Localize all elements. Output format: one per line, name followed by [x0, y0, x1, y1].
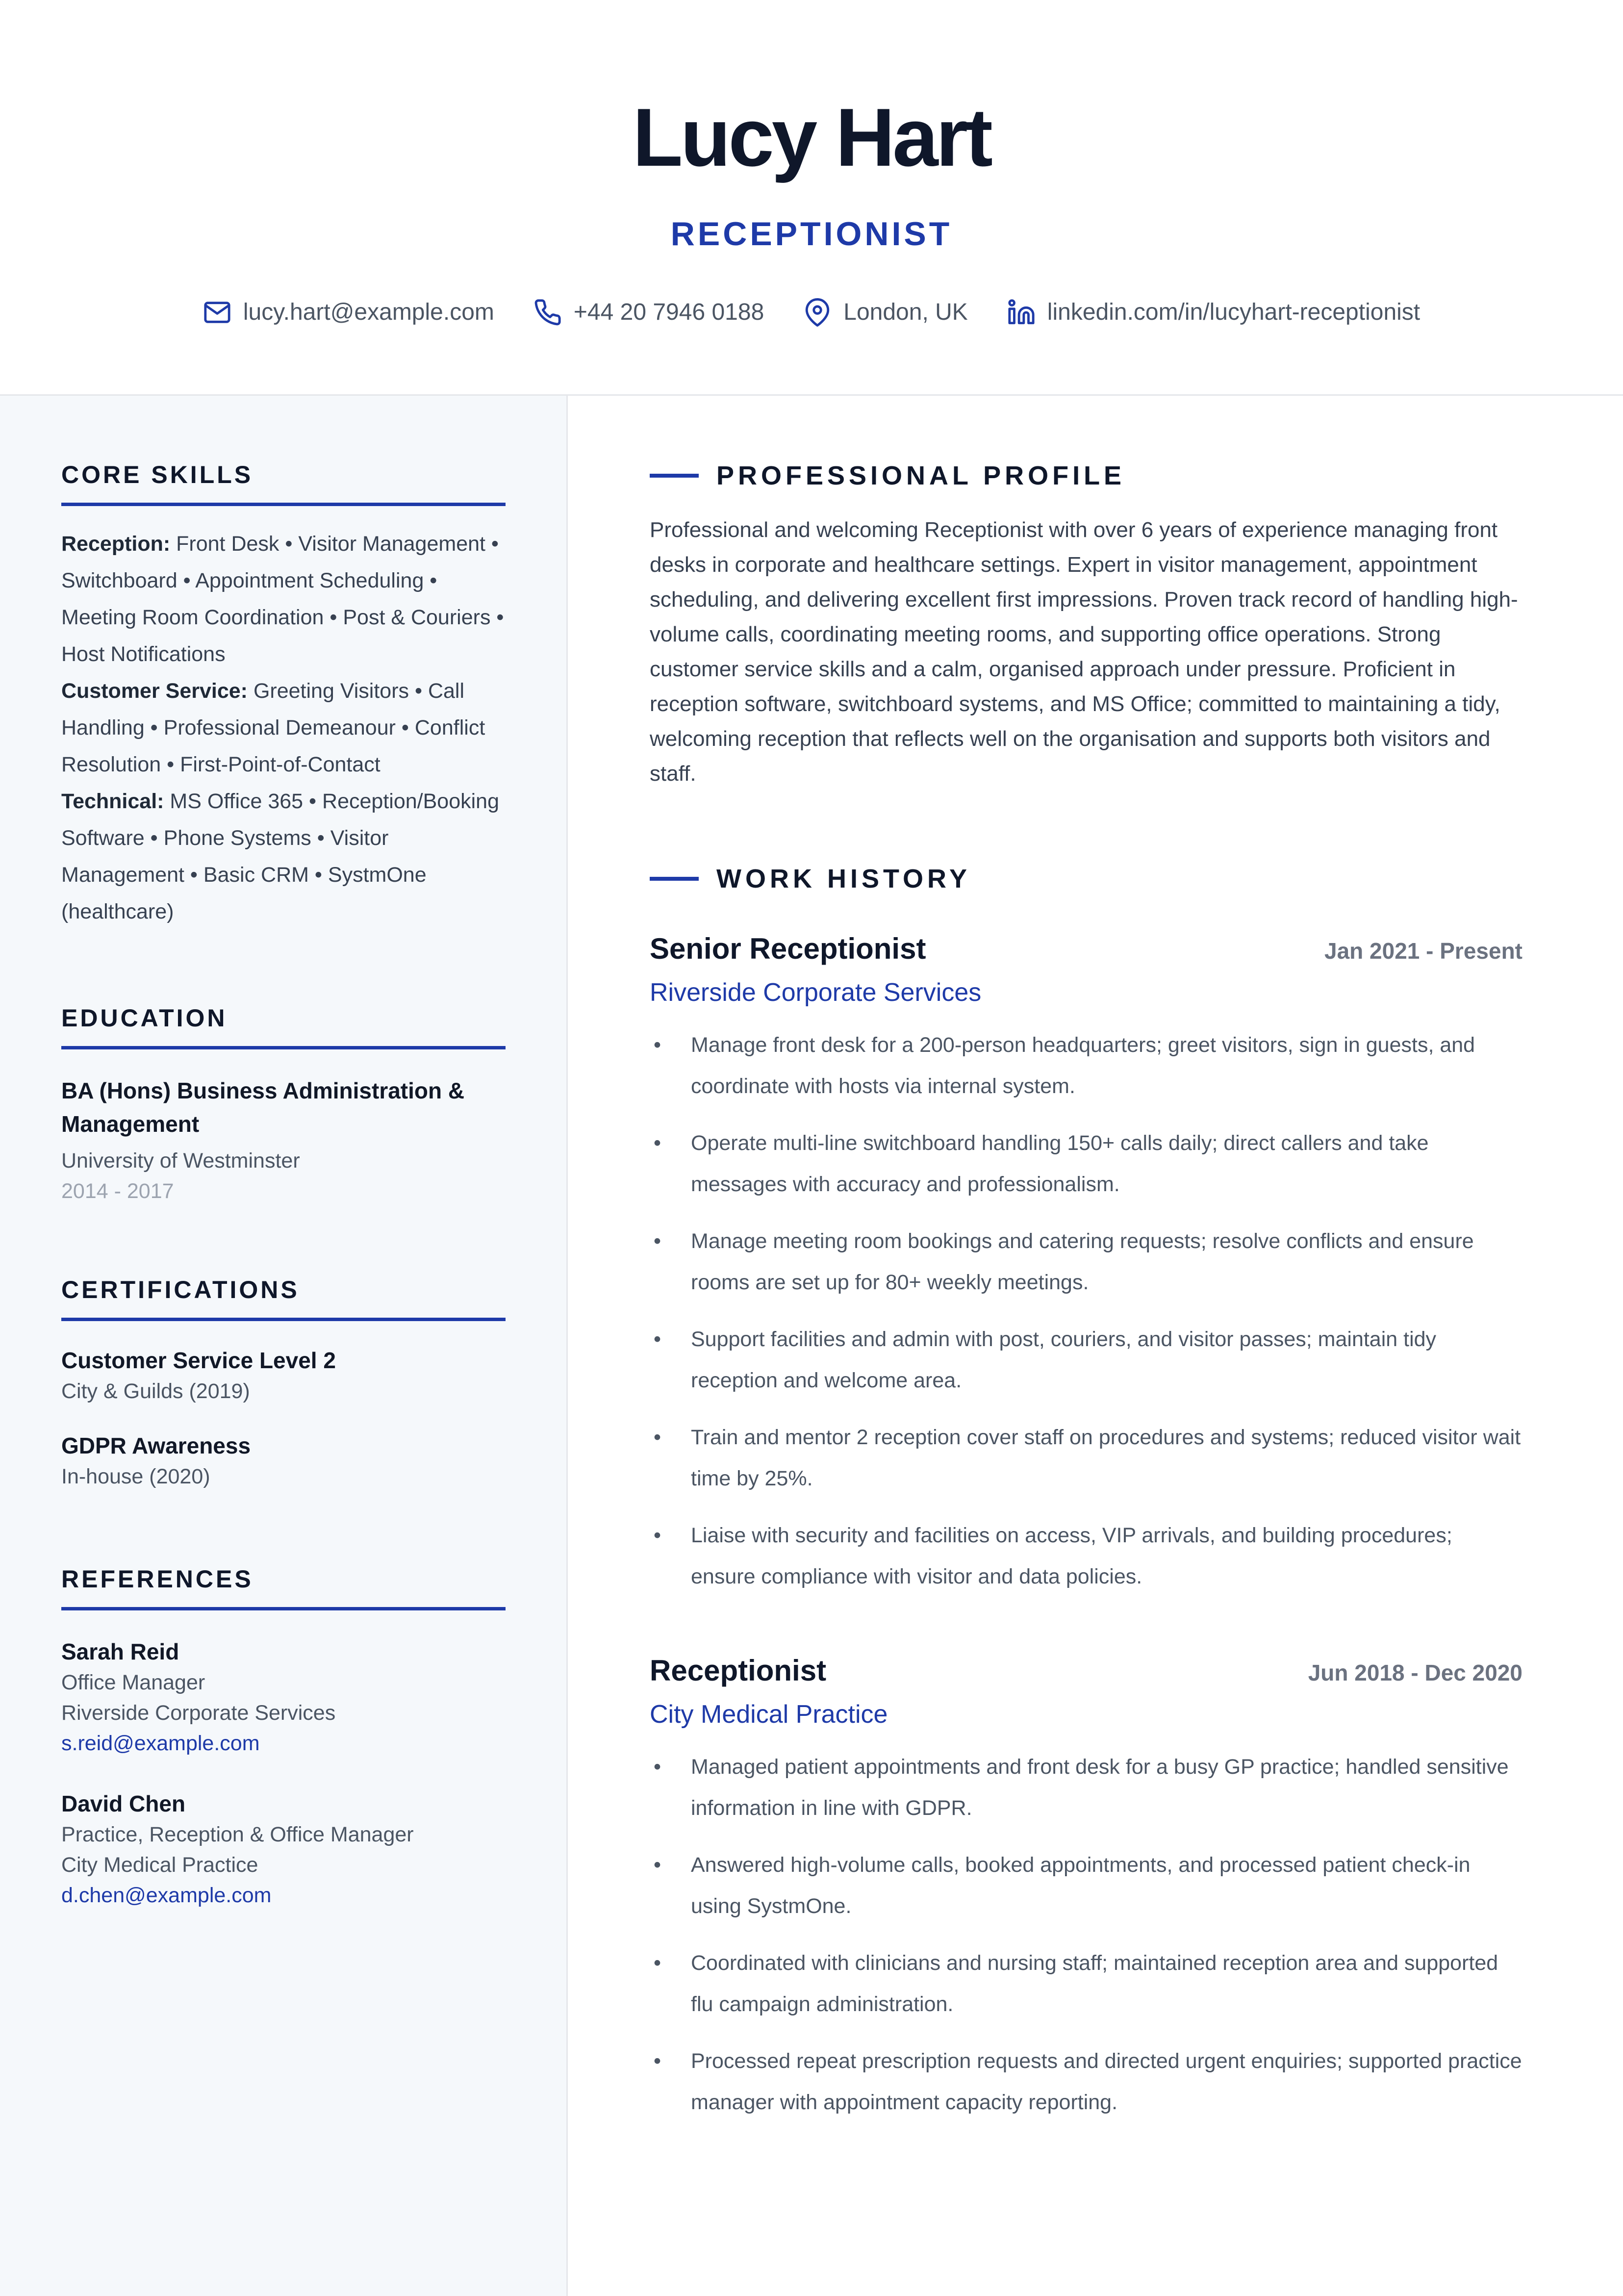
skill-group-text: MS Office 365 • Reception/Booking Software • Phone Systems • Visitor Management • Basic CRM • SystmOne (healthcare) — [61, 790, 500, 923]
list-item: • Coordinated with clinicians and nursing staff; maintained reception area and supported flu campaign administration. — [650, 1942, 1522, 2025]
contact-phone[interactable] — [533, 295, 764, 330]
job-entry — [650, 932, 1522, 1613]
certification-issuer: In-house (2020) — [61, 1465, 210, 1488]
list-item: • Manage front desk for a 200-person headquarters; greet visitors, sign in guests, and coordinate with hosts via internal system. — [650, 1024, 1522, 1107]
job-company: City Medical Practice — [650, 1700, 888, 1729]
contact-email[interactable] — [203, 295, 494, 330]
list-item: • Answered high-volume calls, booked appointments, and processed patient check-in using SystmOne. — [650, 1844, 1522, 1927]
contact-location — [803, 295, 968, 330]
list-item: • Processed repeat prescription requests and directed urgent enquiries; supported practice manager with appointment capacity reporting. — [650, 2041, 1522, 2123]
list-item: • Support facilities and admin with post, couriers, and visitor passes; maintain tidy reception and welcome area. — [650, 1319, 1522, 1401]
profile-text: Professional and welcoming Receptionist with over 6 years of experience managing front desks in corporate and healthcare settings. Expert in visitor management, appointment scheduling, and delivering excellent first impressions. Proven track record of handling high-volume calls, coordinating meeting rooms, and supporting office operations. Strong customer service skills and a calm, organised approach under pressure. Proficient in reception software, switchboard systems, and MS Office; committed to maintaining a tidy, welcoming reception that reflects well on the organisation and supports both visitors and staff. — [650, 518, 1518, 786]
certification-title: GDPR Awareness — [61, 1433, 251, 1458]
list-item: • Liaise with security and facilities on access, VIP arrivals, and building procedures; ensure compliance with visitor and data policies. — [650, 1515, 1522, 1597]
reference-name: David Chen — [61, 1791, 186, 1816]
skill-group — [61, 679, 485, 776]
work-section — [650, 862, 1522, 896]
skill-group — [61, 532, 504, 666]
certification-title: Customer Service Level 2 — [61, 1348, 336, 1373]
school: University of Westminster — [61, 1149, 300, 1173]
phone-text[interactable]: +44 20 7946 0188 — [573, 299, 764, 325]
certifications-section — [61, 1275, 506, 1492]
skill-group-label: Reception: — [61, 532, 171, 556]
list-item: • Managed patient appointments and front desk for a busy GP practice; handled sensitive information in line with GDPR. — [650, 1746, 1522, 1829]
certification-item — [61, 1345, 506, 1406]
heading-accent-bar — [650, 877, 699, 881]
location-text: London, UK — [843, 299, 968, 325]
reference-email[interactable]: s.reid@example.com — [61, 1732, 260, 1755]
skills-list — [61, 526, 506, 930]
job-title: RECEPTIONIST — [670, 215, 953, 253]
skill-group — [61, 790, 499, 923]
reference-org: Riverside Corporate Services — [61, 1701, 336, 1725]
references-section — [61, 1564, 506, 1911]
location-pin-icon — [803, 298, 832, 327]
reference-name: Sarah Reid — [61, 1639, 179, 1664]
job-header — [650, 932, 1522, 966]
education-section — [61, 1003, 506, 1206]
job-position: Receptionist — [650, 1654, 827, 1687]
email-text[interactable]: lucy.hart@example.com — [243, 299, 494, 325]
skill-group-text: Front Desk • Visitor Management • Switchboard • Appointment Scheduling • Meeting Room Coordination • Post & Couriers • Host Notifications — [61, 532, 504, 666]
profile-heading-text: PROFESSIONAL PROFILE — [716, 461, 1126, 490]
certification-issuer: City & Guilds (2019) — [61, 1379, 250, 1403]
reference-email[interactable]: d.chen@example.com — [61, 1884, 272, 1907]
list-item: • Train and mentor 2 reception cover staff on procedures and systems; reduced visitor wait time by 25%. — [650, 1417, 1522, 1499]
skill-group-label: Customer Service: — [61, 679, 248, 703]
job-entry — [650, 1654, 1522, 2139]
resume-header — [0, 0, 1623, 396]
heading-accent-bar — [650, 474, 699, 478]
job-bullets — [650, 1746, 1522, 2123]
certification-item — [61, 1430, 506, 1492]
education-years: 2014 - 2017 — [61, 1179, 174, 1203]
skills-heading: CORE SKILLS — [61, 459, 506, 506]
contact-linkedin[interactable] — [1007, 295, 1420, 330]
skills-section — [61, 459, 506, 930]
skill-group-text: Greeting Visitors • Call Handling • Professional Demeanour • Conflict Resolution • First-Point-of-Contact — [61, 679, 485, 776]
profile-section — [650, 459, 1522, 791]
certifications-heading: CERTIFICATIONS — [61, 1275, 506, 1321]
degree: BA (Hons) Business Administration & Management — [61, 1078, 465, 1137]
job-dates: Jan 2021 - Present — [1324, 938, 1522, 964]
reference-org: City Medical Practice — [61, 1853, 258, 1877]
job-header — [650, 1654, 1522, 1687]
skill-group-label: Technical: — [61, 790, 164, 813]
candidate-name: Lucy Hart — [633, 91, 990, 183]
phone-icon — [533, 298, 562, 327]
work-heading — [650, 862, 1522, 896]
reference-item — [61, 1788, 506, 1911]
contact-bar — [0, 295, 1623, 330]
mail-icon — [203, 298, 231, 327]
work-heading-text: WORK HISTORY — [716, 864, 971, 893]
reference-role: Practice, Reception & Office Manager — [61, 1823, 414, 1846]
job-company: Riverside Corporate Services — [650, 978, 982, 1007]
references-heading: REFERENCES — [61, 1564, 506, 1610]
linkedin-icon — [1007, 298, 1036, 327]
sidebar — [0, 396, 568, 2296]
reference-item — [61, 1636, 506, 1759]
job-bullets — [650, 1024, 1522, 1597]
linkedin-text[interactable]: linkedin.com/in/lucyhart-receptionist — [1047, 299, 1420, 325]
education-heading: EDUCATION — [61, 1003, 506, 1049]
job-position: Senior Receptionist — [650, 932, 926, 965]
reference-role: Office Manager — [61, 1671, 205, 1694]
list-item: • Manage meeting room bookings and catering requests; resolve conflicts and ensure rooms are set up for 80+ weekly meetings. — [650, 1221, 1522, 1303]
profile-heading — [650, 459, 1522, 493]
job-dates: Jun 2018 - Dec 2020 — [1308, 1660, 1522, 1685]
list-item: • Operate multi-line switchboard handling 150+ calls daily; direct callers and take messages with accuracy and professionalism. — [650, 1122, 1522, 1205]
